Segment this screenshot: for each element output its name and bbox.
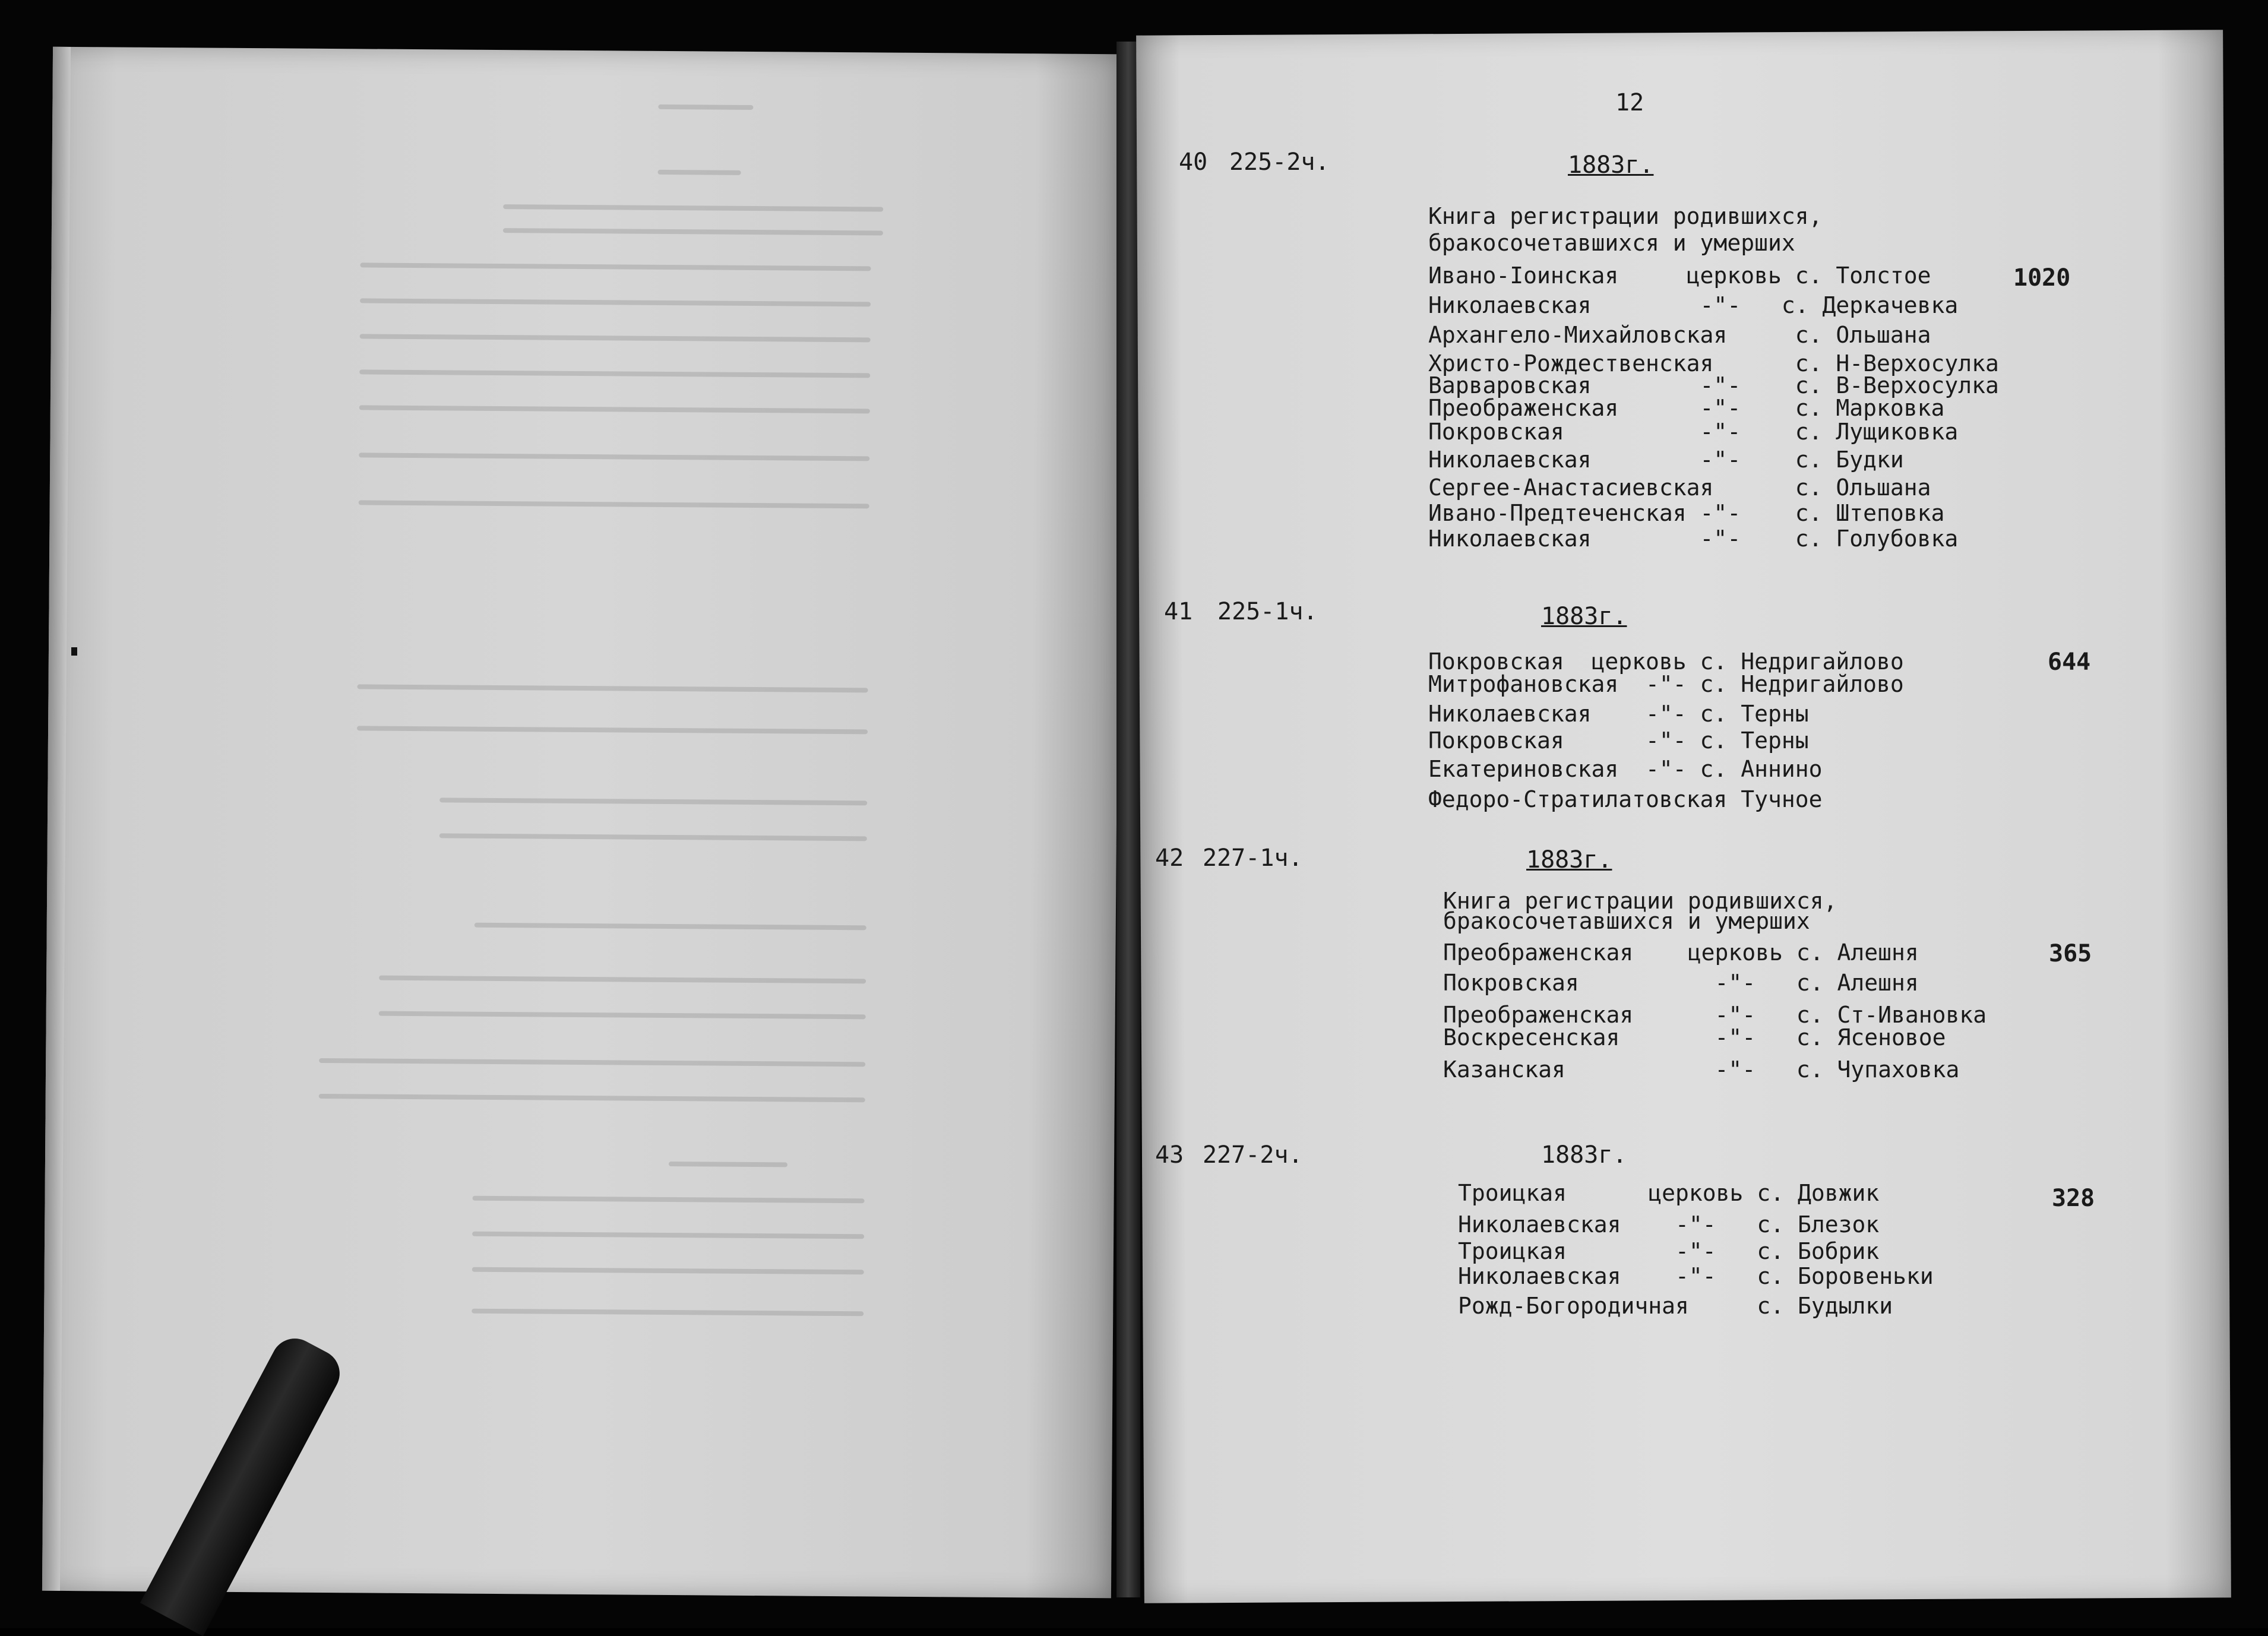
entry-count: 644 (2048, 648, 2091, 676)
entry-header: бракосочетавшихся и умерших (1443, 908, 1810, 934)
church-line: Ивано-Предтеченская -"- с. Штеповка (1428, 500, 1945, 526)
ink-mark (71, 647, 77, 656)
church-line: Покровская -"- с. Терны (1428, 727, 1809, 754)
entry-header: Книга регистрации родившихся, (1428, 203, 1823, 229)
church-line: Христо-Рождественская с. Н-Верхосулка (1428, 350, 1999, 376)
church-line: Преображенская -"- с. Ст-Ивановка (1443, 1002, 1987, 1028)
church-line: Николаевская -"- с. Голубовка (1428, 526, 1959, 552)
bleed-through (319, 1058, 865, 1067)
church-line: Варваровская -"- с. В-Верхосулка (1428, 372, 1999, 398)
church-line: Федоро-Стратилатовская Тучное (1428, 786, 1823, 812)
church-line: Покровская -"- с. Алешня (1443, 970, 1919, 996)
bleed-through (669, 1162, 787, 1167)
church-line: Митрофановская -"- с. Недригайлово (1428, 671, 1904, 697)
entry-count: 328 (2052, 1185, 2095, 1212)
church-line: Николаевская -"- с. Терны (1428, 701, 1809, 727)
church-line: Николаевская -"- с. Деркачевка (1428, 292, 1959, 318)
entry-header: Книга регистрации родившихся, (1443, 888, 1837, 914)
bleed-through (379, 976, 866, 984)
church-line: Троицкая церковь с. Довжик (1458, 1180, 1880, 1206)
bleed-through (658, 105, 753, 110)
entry-header: бракосочетавшихся и умерших (1428, 230, 1795, 256)
bleed-through (319, 1094, 865, 1102)
book-spine (1116, 42, 1140, 1597)
bleed-through (359, 369, 870, 378)
bleed-through (439, 798, 867, 805)
church-line: Екатериновская -"- с. Аннино (1428, 756, 1823, 782)
church-line: Сергее-Анастасиевская с. Ольшана (1428, 474, 1931, 501)
church-line: Покровская церковь с. Недригайлово (1428, 648, 1904, 675)
entry-code: 225-1ч. (1217, 598, 1318, 625)
entry-number: 40 (1179, 148, 1208, 176)
bleed-through (473, 1196, 865, 1204)
left-page (42, 47, 1122, 1599)
entry-code: 227-2ч. (1203, 1141, 1303, 1169)
entry-count: 365 (2049, 940, 2092, 967)
church-line: Покровская -"- с. Лущиковка (1428, 419, 1959, 445)
church-line: Троицкая -"- с. Бобрик (1458, 1238, 1880, 1264)
church-line: Преображенская -"- с. Марковка (1428, 395, 1945, 421)
bleed-through (357, 726, 868, 734)
church-line: Николаевская -"- с. Боровеньки (1458, 1263, 1934, 1289)
bleed-through (360, 262, 871, 271)
church-line: Николаевская -"- с. Блезок (1458, 1211, 1880, 1238)
entry-year: 1883г. (1526, 846, 1612, 874)
bleed-through (360, 334, 871, 342)
bleed-through (503, 228, 883, 235)
entry-number: 41 (1164, 598, 1193, 625)
bleed-through (360, 298, 871, 306)
entry-code: 227-1ч. (1203, 844, 1303, 872)
church-line: Преображенская церковь с. Алешня (1443, 939, 1919, 966)
entry-code: 225-2ч. (1229, 148, 1330, 176)
entry-number: 42 (1155, 844, 1184, 872)
bleed-through (503, 204, 883, 211)
bleed-through (359, 500, 869, 508)
entry-year: 1883г. (1568, 151, 1654, 179)
bleed-through (379, 1011, 866, 1020)
bleed-through (358, 684, 868, 692)
bleed-through (658, 170, 741, 175)
entry-year: 1883г. (1541, 1141, 1627, 1169)
entry-count: 1020 (2013, 264, 2071, 292)
bleed-through (475, 923, 866, 931)
page-number: 12 (1615, 89, 1644, 116)
bleed-through (359, 452, 869, 461)
bleed-through (359, 405, 870, 413)
bleed-through (439, 833, 867, 841)
entry-year: 1883г. (1541, 603, 1627, 630)
church-line: Ивано-Іоинская церковь с. Толстое (1428, 262, 1931, 289)
church-line: Казанская -"- с. Чупаховка (1443, 1056, 1960, 1083)
bleed-through (472, 1309, 863, 1317)
church-line: Рожд-Богородичная с. Будылки (1458, 1293, 1893, 1319)
church-line: Архангело-Михайловская с. Ольшана (1428, 322, 1931, 348)
bleed-through (472, 1267, 864, 1275)
church-line: Воскресенская -"- с. Ясеновое (1443, 1024, 1946, 1050)
entry-number: 43 (1155, 1141, 1184, 1169)
church-line: Николаевская -"- с. Будки (1428, 447, 1904, 473)
bleed-through (472, 1232, 864, 1239)
